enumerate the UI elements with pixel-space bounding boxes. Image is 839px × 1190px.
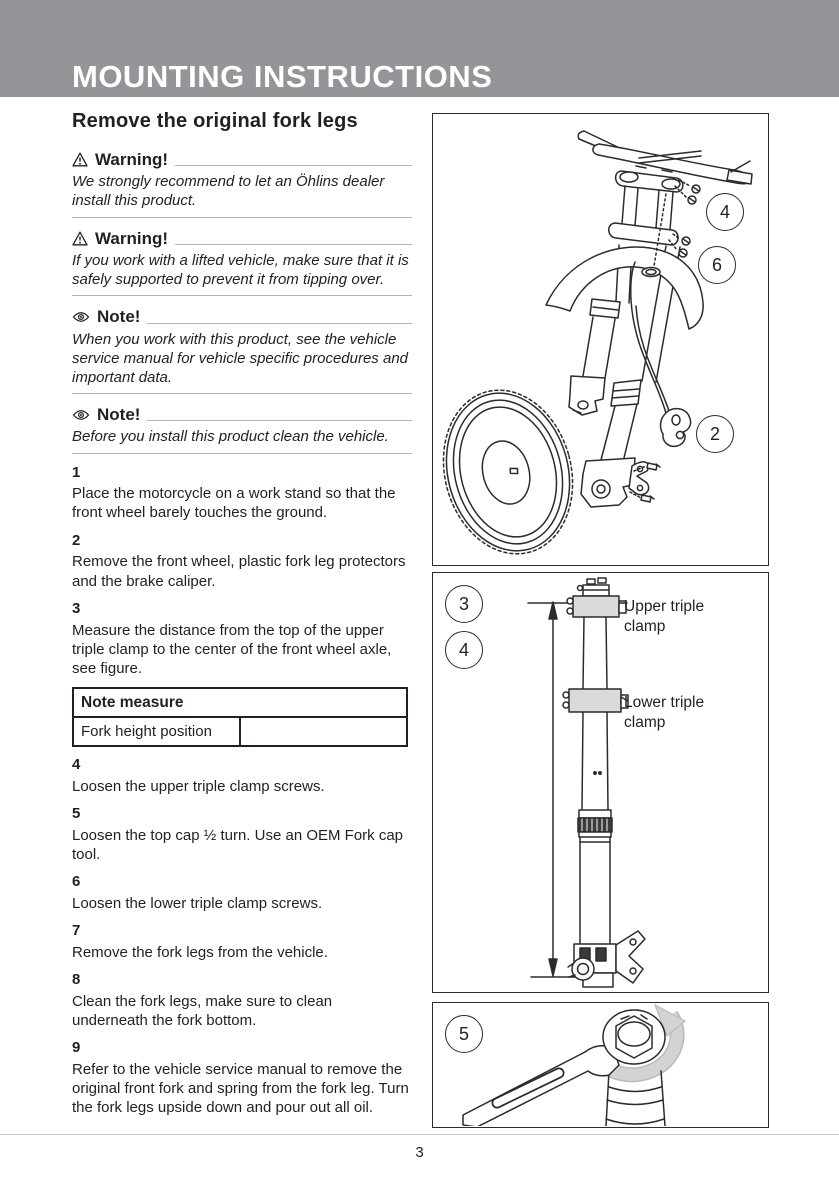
alert-head [72, 306, 412, 327]
table-cell-value [240, 717, 407, 746]
figure-fork-leg-measurement [432, 572, 769, 993]
alert-head [72, 228, 412, 249]
section-heading: Remove the original fork legs [72, 110, 358, 132]
page-header [0, 0, 839, 97]
step-text: Remove the front wheel, plastic fork leg protectors and the brake caliper. [72, 553, 406, 590]
alert-body: We strongly recommend to let an Öhlins dealer install this product. [72, 172, 412, 217]
table-row [73, 717, 407, 746]
warning-triangle-icon [72, 152, 88, 167]
label-lower-triple-clamp: Lower triple clamp [624, 694, 705, 731]
step-number: 7 [72, 922, 81, 940]
warning-block-1 [72, 149, 412, 218]
alert-body: If you work with a lifted vehicle, make sure that it is safely supported to prevent it from tipping over. [72, 251, 412, 296]
figure-top-cap-tool [432, 1002, 769, 1128]
warning-block-2 [72, 228, 412, 297]
heading-rule [175, 165, 412, 166]
step-text: Refer to the vehicle service manual to remove the original front fork and spring from the fork leg. Turn the fork legs upside down and pour out all oil. [72, 1060, 409, 1117]
step-text: Loosen the lower triple clamp screws. [72, 894, 323, 912]
callout-2: 2 [696, 415, 734, 453]
step-text: Remove the fork legs from the vehicle. [72, 943, 328, 961]
heading-rule [147, 323, 412, 324]
step-number: 3 [72, 599, 81, 617]
note-block-2 [72, 404, 412, 453]
step-number: 4 [72, 756, 81, 774]
step-4 [72, 756, 412, 796]
eye-icon [72, 409, 90, 421]
page-number: 3 [415, 1144, 424, 1161]
footer-rule [0, 1134, 839, 1135]
step-number: 1 [72, 463, 81, 481]
step-7 [72, 922, 412, 962]
step-3 [72, 600, 412, 678]
callout-6: 6 [698, 246, 736, 284]
table-cell-label: Fork height position [73, 717, 240, 746]
step-8 [72, 971, 412, 1030]
alert-head [72, 404, 412, 425]
step-text: Loosen the upper triple clamp screws. [72, 777, 325, 795]
step-text: Measure the distance from the top of the upper triple clamp to the center of the front wheel axle, see figure. [72, 621, 392, 677]
heading-rule [175, 244, 412, 245]
note-measure-table [72, 687, 408, 747]
step-text: Clean the fork legs, make sure to clean underneath the fork bottom. [72, 992, 333, 1029]
eye-icon [72, 311, 90, 323]
table-header-row [73, 688, 407, 717]
alert-title: Warning! [95, 150, 169, 169]
step-9 [72, 1039, 412, 1117]
heading-rule [147, 420, 412, 421]
callout-4b: 4 [445, 631, 483, 669]
step-number: 9 [72, 1039, 81, 1057]
step-number: 6 [72, 873, 81, 891]
front-end-illustration [433, 114, 767, 564]
step-number: 8 [72, 971, 81, 988]
alert-body: Before you install this product clean the vehicle. [72, 427, 412, 453]
alert-body: When you work with this product, see the vehicle service manual for vehicle specific procedures and important data. [72, 330, 412, 395]
alert-head [72, 149, 412, 170]
step-number: 5 [72, 805, 81, 822]
instructions-column [72, 108, 412, 1117]
page-title: MOUNTING INSTRUCTIONS [72, 59, 493, 94]
step-text: Loosen the top cap ½ turn. Use an OEM Fork cap tool. [72, 826, 404, 863]
label-upper-triple-clamp: Upper triple clamp [624, 598, 705, 635]
warning-triangle-icon [72, 231, 88, 246]
note-block-1 [72, 306, 412, 394]
callout-3: 3 [445, 585, 483, 623]
alert-title: Warning! [95, 228, 169, 248]
step-text: Place the motorcycle on a work stand so that the front wheel barely touches the ground. [72, 485, 396, 522]
figure-front-end-overview [432, 113, 769, 566]
step-1 [72, 464, 412, 523]
alert-title: Note! [97, 307, 141, 327]
step-5 [72, 805, 412, 864]
step-6 [72, 873, 412, 913]
top-cap-wrench-illustration [433, 1003, 767, 1126]
step-2 [72, 532, 412, 591]
alert-title: Note! [97, 405, 141, 425]
step-number: 2 [72, 531, 81, 549]
callout-5: 5 [445, 1015, 483, 1053]
table-header: Note measure [73, 688, 407, 717]
callout-4: 4 [706, 193, 744, 231]
